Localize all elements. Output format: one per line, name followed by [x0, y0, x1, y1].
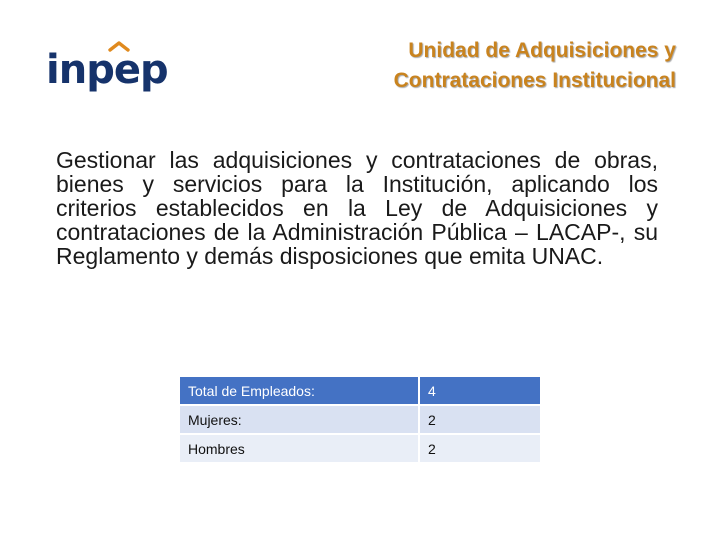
stat-value: 2 — [420, 435, 540, 462]
inpep-logo — [46, 40, 168, 96]
table-row — [180, 406, 540, 435]
stat-label: Total de Empleados: — [180, 377, 420, 406]
page-title: Unidad de Adquisiciones y Contrataciones Institucional — [393, 39, 676, 92]
table-row — [180, 377, 540, 406]
stat-label: Hombres — [180, 435, 420, 462]
unit-description: Gestionar las adquisiciones y contrataciones de obras, bienes y servicios para la Institución, aplicando los criterios establecidos en la Ley de Adquisiciones y contrataciones de la Administración Pública – LACAP-, su Reglamento y demás disposiciones que emita UNAC. — [56, 147, 658, 269]
stat-value: 4 — [420, 377, 540, 406]
logo-text: inpep — [46, 47, 168, 93]
stat-label: Mujeres: — [180, 406, 420, 435]
table-row — [180, 435, 540, 462]
employee-stats-table — [180, 377, 540, 462]
stat-value: 2 — [420, 406, 540, 435]
